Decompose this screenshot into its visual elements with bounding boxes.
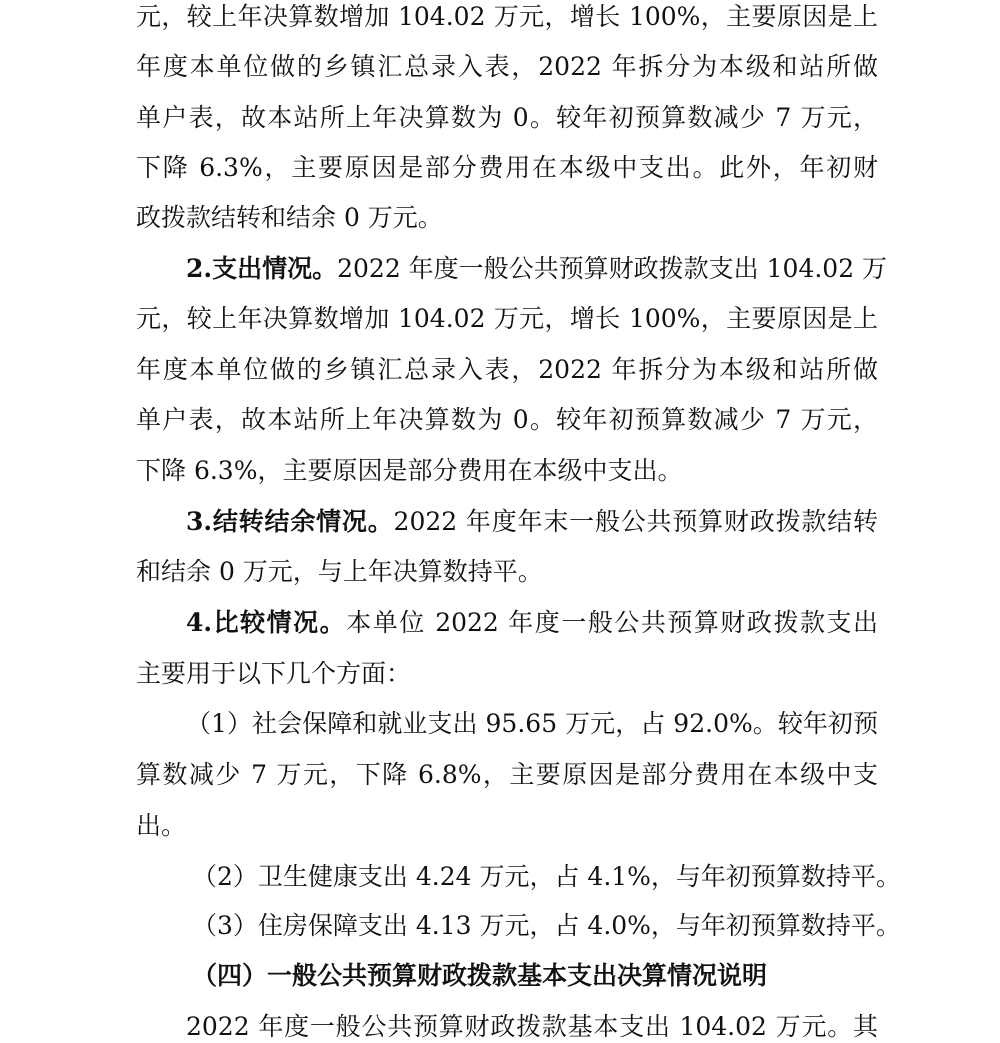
list-item-line: 出。 xyxy=(136,811,187,840)
paragraph-line: 年度本单位做的乡镇汇总录入表，2022 年拆分为本级和站所做 xyxy=(136,355,878,384)
paragraph-line: 元，较上年决算数增加 104.02 万元，增长 100%，主要原因是上 xyxy=(136,2,878,31)
list-item-line: （1）社会保障和就业支出 95.65 万元，占 92.0%。较年初预 xyxy=(186,709,878,738)
paragraph-line: 元，较上年决算数增加 104.02 万元，增长 100%，主要原因是上 xyxy=(136,304,878,333)
paragraph-line: 单户表，故本站所上年决算数为 0。较年初预算数减少 7 万元， xyxy=(136,405,878,434)
paragraph-line: 2022 年度一般公共预算财政拨款基本支出 104.02 万元。其 xyxy=(186,1012,878,1041)
paragraph-line: 单户表，故本站所上年决算数为 0。较年初预算数减少 7 万元， xyxy=(136,103,878,132)
paragraph-line xyxy=(186,608,878,638)
section-heading-expenditure: 2.支出情况。 xyxy=(186,254,338,283)
list-item-line: （2）卫生健康支出 4.24 万元，占 4.1%，与年初预算数持平。 xyxy=(192,862,901,891)
paragraph-line: 下降 6.3%，主要原因是部分费用在本级中支出。 xyxy=(136,456,683,485)
section-heading-carryover: 3.结转结余情况。 xyxy=(186,507,394,536)
paragraph-text: 2022 年度年末一般公共预算财政拨款结转 xyxy=(393,507,878,536)
paragraph-line: 主要用于以下几个方面： xyxy=(136,659,412,688)
section-heading-comparison: 4.比较情况。 xyxy=(186,608,347,637)
paragraph-text: 2022 年度一般公共预算财政拨款支出 104.02 万 xyxy=(337,254,888,283)
paragraph-line: 年度本单位做的乡镇汇总录入表，2022 年拆分为本级和站所做 xyxy=(136,52,878,81)
paragraph-line: 下降 6.3%，主要原因是部分费用在本级中支出。此外，年初财 xyxy=(136,153,878,182)
paragraph-line xyxy=(186,507,878,537)
paragraph-line: 和结余 0 万元，与上年决算数持平。 xyxy=(136,557,543,586)
list-item-line: 算数减少 7 万元，下降 6.8%，主要原因是部分费用在本级中支 xyxy=(136,760,878,789)
paragraph-line: 政拨款结转和结余 0 万元。 xyxy=(136,203,443,232)
section-heading-basic-expenditure: （四）一般公共预算财政拨款基本支出决算情况说明 xyxy=(192,961,768,990)
paragraph-line xyxy=(186,254,888,284)
paragraph-text: 本单位 2022 年度一般公共预算财政拨款支出 xyxy=(346,608,878,637)
list-item-line: （3）住房保障支出 4.13 万元，占 4.0%，与年初预算数持平。 xyxy=(192,911,901,940)
